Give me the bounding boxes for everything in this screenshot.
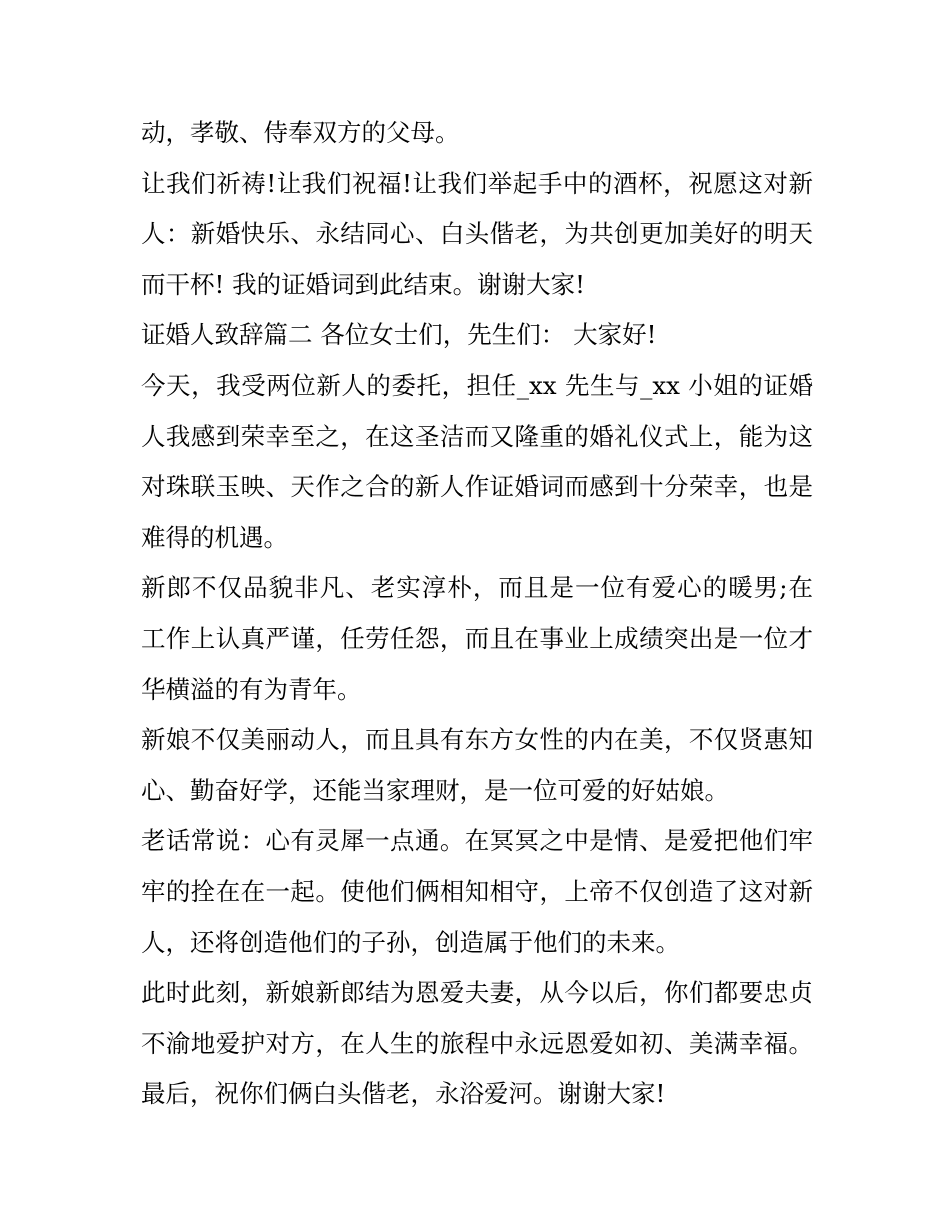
text-line: 对珠联玉映、天作之合的新人作证婚词而感到十分荣幸，也是 bbox=[141, 472, 813, 502]
text-line: 人：新婚快乐、永结同心、白头偕老，为共创更加美好的明天 bbox=[141, 219, 813, 249]
text-line: 最后，祝你们俩白头偕老，永浴爱河。谢谢大家! bbox=[141, 1079, 666, 1109]
text-line: 老话常说：心有灵犀一点通。在冥冥之中是情、是爱把他们牢 bbox=[141, 826, 813, 856]
text-line: 人，还将创造他们的子孙，创造属于他们的未来。 bbox=[141, 927, 680, 957]
text-line: 华横溢的有为青年。 bbox=[141, 674, 362, 704]
text-line: 动，孝敬、侍奉双方的父母。 bbox=[141, 118, 460, 147]
text-line: 新娘不仅美丽动人，而且具有东方女性的内在美，不仅贤惠知 bbox=[141, 725, 813, 755]
text-line: 今天，我受两位新人的委托，担任_xx 先生与_xx 小姐的证婚 bbox=[141, 370, 813, 400]
text-line: 而干杯! 我的证婚词到此结束。谢谢大家! bbox=[141, 269, 585, 299]
text-line: 让我们祈祷!让我们祝福!让我们举起手中的酒杯，祝愿这对新 bbox=[141, 168, 813, 198]
document-body bbox=[141, 108, 813, 1120]
text-line: 此时此刻，新娘新郎结为恩爱夫妻，从今以后，你们都要忠贞 bbox=[141, 978, 813, 1008]
text-line: 难得的机遇。 bbox=[141, 522, 288, 552]
text-line: 不渝地爱护对方，在人生的旅程中永远恩爱如初、美满幸福。 bbox=[141, 1028, 813, 1058]
text-line: 牢的拴在在一起。使他们俩相知相守，上帝不仅创造了这对新 bbox=[141, 876, 813, 906]
text-line: 心、勤奋好学，还能当家理财，是一位可爱的好姑娘。 bbox=[141, 775, 729, 805]
text-line: 工作上认真严谨，任劳任怨，而且在事业上成绩突出是一位才 bbox=[141, 623, 813, 653]
section-heading-line: 证婚人致辞篇二 各位女士们，先生们： 大家好! bbox=[141, 320, 657, 350]
text-line: 人我感到荣幸至之，在这圣洁而又隆重的婚礼仪式上，能为这 bbox=[141, 421, 813, 451]
text-line: 新郎不仅品貌非凡、老实淳朴，而且是一位有爱心的暖男;在 bbox=[141, 573, 813, 603]
